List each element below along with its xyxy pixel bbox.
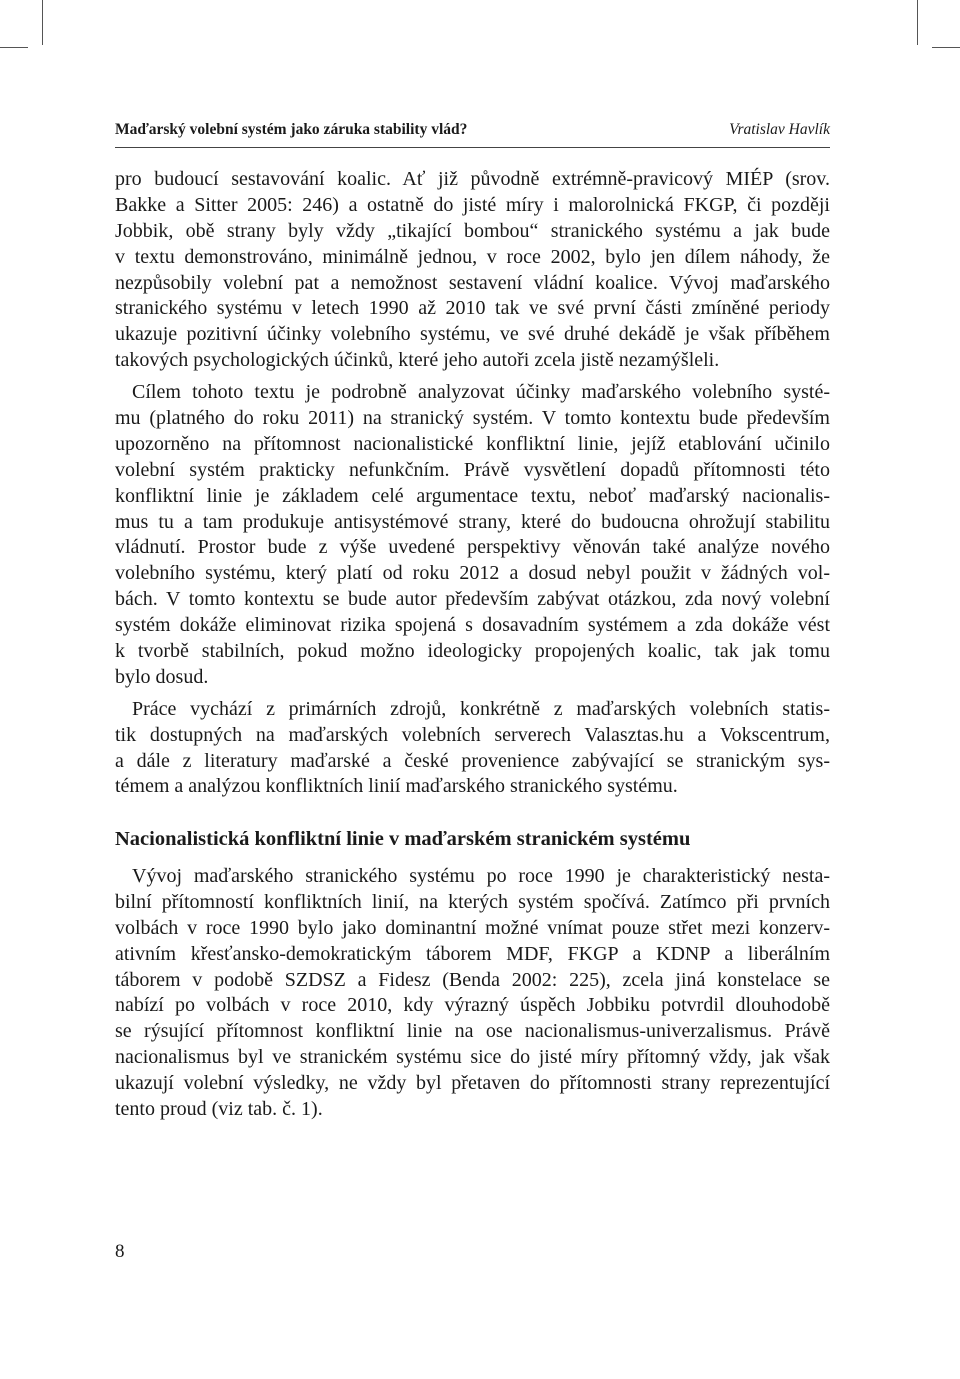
- text-line: mus tu a tam produkuje antisystémové strany, které do budoucna ohrožují stabilitu: [115, 510, 830, 533]
- text-line: Vývoj maďarského stranického systému po roce 1990 je charakteristický nesta-: [132, 864, 830, 887]
- text-line: Práce vychází z primárních zdrojů, konkrétně z maďarských volebních statis-: [132, 697, 830, 720]
- body-text: [115, 167, 830, 1123]
- text-line: nacionalismus byl ve stranickém systému sice do jisté míry přítomný vždy, jak však: [115, 1046, 830, 1069]
- text-line: ativním křesťansko-demokratickým táborem MDF, FKGP a KDNP a liberálním: [115, 942, 830, 965]
- header-rule: [115, 147, 830, 148]
- text-line: v textu demonstrováno, minimálně jednou, v roce 2002, bylo jen dílem náhody, že: [115, 245, 830, 268]
- text-line: stranického systému v letech 1990 až 2010 tak ve své první části zmíněné periody: [115, 297, 830, 320]
- text-line: nabízí po volbách v roce 2010, kdy výrazný úspěch Jobbiku potvrdil dlouhodobě: [115, 994, 830, 1017]
- text-line: témem a analýzou konfliktních linií maďarského stranického systému.: [115, 775, 678, 798]
- text-line: volbách v roce 1990 bylo jako dominantní možné vnímat pouze střet mezi konzerv-: [115, 916, 830, 939]
- running-header-title: Maďarský volební systém jako záruka stability vlád?: [115, 121, 468, 138]
- page-number: 8: [115, 1241, 125, 1262]
- text-line: a dále z literatury maďarské a české provenience zabývající se stranickým sys-: [115, 749, 830, 772]
- text-line: bylo dosud.: [115, 665, 209, 688]
- text-line: upozorněno na přítomnost nacionalistické konfliktní linie, jejíž etablování učinilo: [115, 432, 830, 455]
- paragraph: [115, 167, 830, 374]
- text-line: tik dostupných na maďarských volebních serverech Valasztas.hu a Vokscentrum,: [115, 723, 830, 746]
- text-line: Bakke a Sitter 2005: 246) a ostatně do jisté míry i malorolnická FKGP, či později: [115, 193, 830, 216]
- text-line: táborem v podobě SZDSZ a Fidesz (Benda 2002: 225), zcela jiná konstelace se: [115, 968, 830, 991]
- text-line: nezpůsobily volební pat a nemožnost sestavení vládní koalice. Vývoj maďarského: [115, 271, 830, 294]
- paragraph: [115, 864, 830, 1123]
- paragraph: [115, 697, 830, 801]
- running-header: [115, 119, 830, 141]
- crop-mark: [42, 0, 43, 45]
- text-line: bilní přítomností konfliktních linií, na kterých systém spočívá. Zatímco při prvních: [115, 890, 830, 913]
- text-line: mu (platného do roku 2011) na stranický systém. V tomto kontextu bude především: [115, 407, 830, 430]
- text-line: Jobbik, obě strany byly vždy „tikající bombou“ stranického systému a jak bude: [115, 219, 830, 242]
- text-line: bách. V tomto kontextu se bude autor především zabývat otázkou, zda nový volební: [115, 588, 830, 611]
- text-line: tento proud (viz tab. č. 1).: [115, 1097, 323, 1120]
- text-line: systém dokáže eliminovat rizika spojená s dosavadním systémem a zda dokáže vést: [115, 614, 830, 637]
- text-line: vládnutí. Prostor bude z výše uvedené perspektivy věnován také analýze nového: [115, 536, 830, 559]
- text-line: k tvorbě stabilních, pokud možno ideologicky propojených koalic, tak jak tomu: [115, 640, 830, 663]
- text-line: se rýsující přítomnost konfliktní linie na ose nacionalismus-univerzalismus. Právě: [115, 1020, 830, 1043]
- text-line: volební systém prakticky nefunkčním. Právě vysvětlení dopadů přítomnosti této: [115, 458, 830, 481]
- crop-mark: [0, 47, 28, 48]
- crop-mark: [932, 47, 960, 48]
- text-line: ukazují volební výsledky, ne vždy byl přetaven do přítomnosti strany reprezentující: [115, 1072, 830, 1095]
- text-line: takových psychologických účinků, které jeho autoři zcela jistě nezamýšleli.: [115, 349, 720, 372]
- running-header-author: Vratislav Havlík: [729, 121, 830, 138]
- text-line: pro budoucí sestavování koalic. Ať již původně extrémně-pravicový MIÉP (srov.: [115, 168, 830, 190]
- text-line: ukazuje pozitivní účinky volebního systému, ve své druhé dekádě je však příběhem: [115, 323, 830, 346]
- text-line: konfliktní linie je základem celé argumentace textu, neboť maďarský nacionalis-: [115, 484, 830, 507]
- text-line: volebního systému, který platí od roku 2012 a dosud nebyl použit v žádných vol-: [115, 562, 830, 585]
- section-heading: Nacionalistická konfliktní linie v maďarském stranickém systému: [115, 827, 691, 850]
- text-line: Cílem tohoto textu je podrobně analyzovat účinky maďarského volebního systé-: [132, 381, 830, 404]
- crop-mark: [917, 0, 918, 45]
- paragraph: [115, 380, 830, 691]
